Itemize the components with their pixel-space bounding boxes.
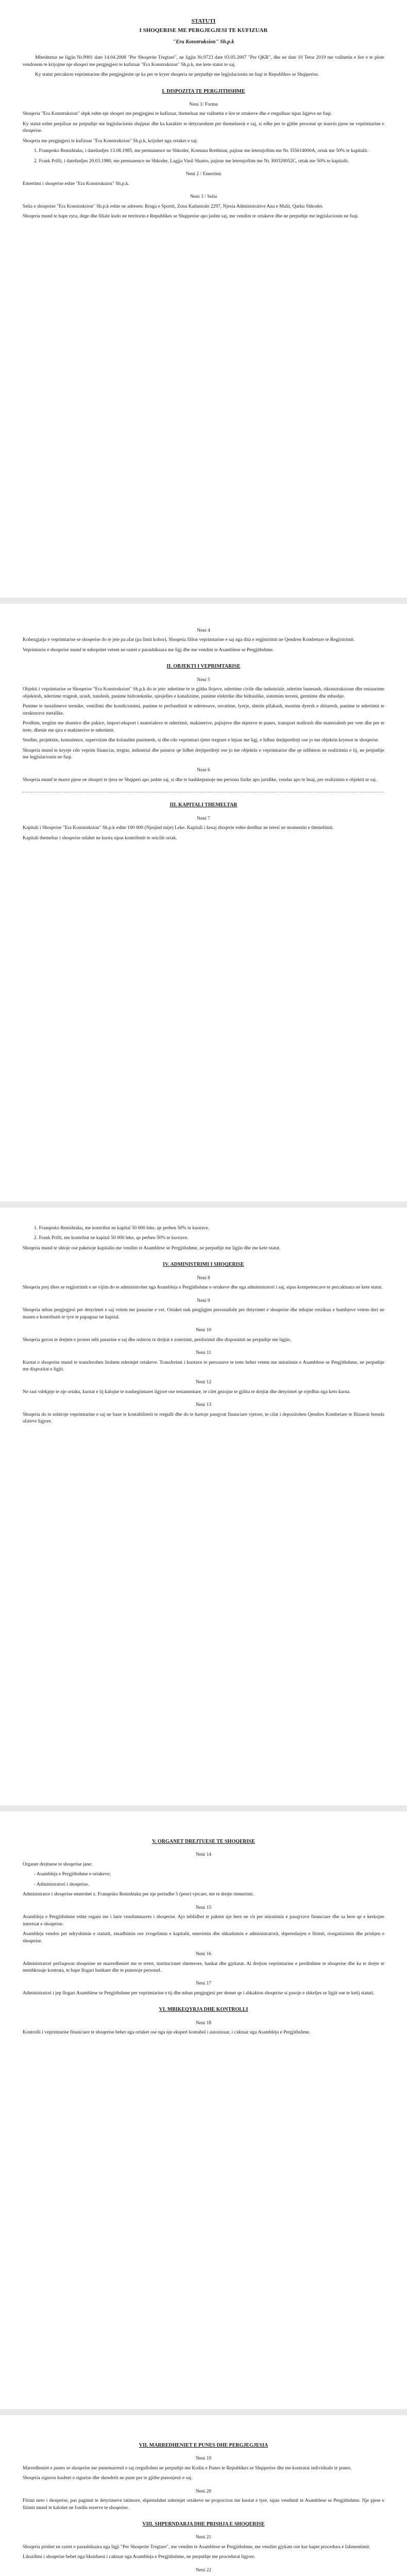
paragraph: Emertimi i shoqerise eshte "Era Konstruksion" Sh.p.k.	[23, 181, 129, 187]
paragraph: Likuidimi i shoqerise behet nga likuiduesi i caktuar nga Asambleja e Pergjithshme, ne perputhje me procedurat ligjore.	[23, 2554, 256, 2560]
article-heading: Neni 13	[195, 1402, 212, 1408]
paragraph: Asambleja vendos per ndryshimin e statutit, zmadhimin ose zvogelimin e kapitalit, emerimin dhe shkarkimin e administratorit, shperndarjen e fitimit, riorganizimin dhe prishjen e shoqerise.	[23, 1931, 384, 1944]
paragraph: Ky statut percakton veprimtarine dhe pergjegjesite qe ka per te kryer shoqeria ne perputhje me legjislacionin ne fuqi te Republikes se Shqiperise.	[35, 72, 319, 78]
article-heading: Neni 2 / Emertimi	[185, 172, 222, 177]
paragraph: Ky statut eshte perpiluar ne perputhje me legjislacionin shqiptar dhe ka karakter te detyrueshem per themeluesit e saj, si edhe per te gjithe personat qe marrin pjese ne veprimtarine e shoqerise.	[23, 121, 384, 134]
paragraph: Shoqeria mund te marre pjese ne shoqeri te tjera ne Shqiperi apo jashte saj, si dhe te bashkepunoje me persona fizike apo juridike, vendas apo te huaj, per realizimin e objektit te saj.	[23, 777, 377, 783]
paragraph: Kohezgjatja e veprimtarise se shoqerise do te jete pa afat (pa limit kohor). Shoqeria fillon veprimtarine e saj nga dita e regjistrimit ne Qendren Kombetare te Regjistrimit.	[23, 637, 355, 643]
article-heading: Neni 17	[195, 1981, 212, 1987]
article-heading: Neni 1/ Forma	[189, 101, 218, 107]
article-heading: Neni 9	[197, 1298, 210, 1303]
article-heading: Neni 7	[197, 816, 210, 821]
paragraph: Shoqeria mund te hape zyra, dege dhe filiale kudo ne territorin e Republikes se Shqiperise apo jashte saj, me vendim te ortakeve dhe ne perputhje me legjislacionin ne fuqi.	[23, 214, 359, 219]
paragraph: Fitimi neto i shoqerise, pas pagimit te detyrimeve tatimore, shperndahet ndermjet ortakeve ne proporcion me kuotat e tyre, sipas vendimit te Asamblese se Pergjithshme. Nje pjese e fitimit mund te kalohet ne fondin rezerve te shoqerise.	[23, 2498, 384, 2511]
document-page-3	[0, 1208, 407, 1805]
paragraph: Shoqeria "Era Konstruksion" shpk eshte nje shoqeri me pergjegjesi te kufizuar, themeluar me vullnetin e lire te ortakeve dhe e rregulluar sipas ligjeve ne fuqi.	[23, 111, 332, 117]
paragraph: Shoqeria me pergjegjesi te kufizuar "Era Konstruksion" Sh.p.k, krijohet nga ortaket e saj:	[23, 138, 198, 144]
chapter-heading: II. OBJEKTI I VEPRIMTARISE	[166, 664, 241, 670]
paragraph: Shoqeria prej dites se regjistrimit e ne vijim do te administrohet nga Asambleja e Pergjithshme e ortakeve dhe nga administratori i saj, sipas kompetencave te percaktuara ne kete statut.	[23, 1285, 383, 1291]
paragraph: Mbeshtetur ne ligjin Nr.9901 date 14.04.2008 "Per Shoqerite Tregtare", ne ligjin Nr.9723 date 03.05.2007 "Per QKR", dhe ne date 10 Tetor 2019 me vullnetin e lire e te plote vendosem te krijojme nje shoqeri me pergjegjesi te kufizuar "Era Konstruksion" Sh.p.k, me kete statut te saj.	[23, 55, 384, 67]
document-page-1	[0, 0, 407, 598]
chapter-heading: I. DISPOZITA TE PERGJITHSHME	[162, 88, 245, 94]
paragraph: Ne rast vdekjeje te nje ortaku, kuotat e tij kalojne te trashegimtaret ligjore ose testamentare, te cilet gezojne te gjitha te drejtat dhe detyrimet qe rrjedhin nga keto kuota.	[23, 1389, 351, 1395]
document-title: STATUTI	[191, 18, 216, 24]
article-heading: Neni 10	[195, 1328, 212, 1333]
paragraph: Shoqeria siguron kushtet e sigurise dhe shendetit ne pune per te gjithe punonjesit e saj.	[23, 2476, 193, 2481]
article-heading: Neni 16	[195, 1952, 212, 1957]
article-heading: Neni 22	[195, 2567, 212, 2573]
article-heading: Neni 4	[197, 628, 210, 633]
document-page-2	[0, 604, 407, 1201]
article-heading: Neni 19	[195, 2456, 212, 2462]
paragraph: Objekti i veprimtarise se Shoqerise "Era Konstruksion" Sh.p.k do te jete: ndertime te te gjitha llojeve, ndertime civile dhe industriale, ndertim banesash, rikonstruksione dhe restaurime objektesh, ndertime rrugesh, urash, tunelesh, punime hidroteknike, ujesjelles e kanalizime, punime elektrike dhe hidraulike, sistemim terreni, germime dhe mbushje.	[23, 687, 384, 699]
founder-contribution: 1. Franqesko Renishtaku, me kontribut ne kapital 50 000 leke, qe perben 50% te kuotave.	[34, 1226, 209, 1231]
article-heading: Neni 11	[196, 1350, 211, 1356]
article-heading: Neni 15	[195, 1905, 212, 1910]
article-heading: Neni 3 / Selia	[190, 194, 217, 200]
paragraph: Studim, projektim, konsulence, supervizim dhe kolaudim punimesh, si dhe cdo veprimtari tjeter tregtare e lejuar me ligj, e lidhur drejtperdrejt ose jo me objektin kryesor te shoqerise.	[23, 738, 379, 743]
article-heading: Neni 18	[195, 2020, 212, 2026]
paragraph: Kontrolli i veprimtarise financiare te shoqerise behet nga ortaket ose nga nje ekspert kontabel i autorizuar, i caktuar nga Asambleja e Pergjithshme.	[23, 2030, 311, 2036]
chapter-heading: IV. ADMINISTRIMI I SHOQERISE	[163, 1262, 244, 1268]
company-name: "Era Konstruksion" Sh.p.k	[173, 39, 234, 45]
paragraph: Selia e shoqerise "Era Konstruksion" Sh.p.k eshte ne adresen: Rruga e Sportit, Zona Kadastrale 2297, Njesia Administrative Ana e Malit, Qarku Shkoder.	[23, 204, 324, 209]
paragraph: Kapitali themeltar i shoqerise ndahet ne kuota sipas kontributit te seicilit ortak.	[23, 835, 177, 841]
chapter-heading: III. KAPITALI THEMELTAR	[169, 802, 238, 808]
article-heading: Neni 5	[197, 677, 210, 683]
article-heading: Neni 8	[197, 1275, 210, 1281]
paragraph: Shoqeria mund te kryeje cdo veprim financiar, tregtar, industrial dhe pasuror qe lidhet drejtperdrejt ose jo me objektin e veprimtarise dhe qe ndihmon ne realizimin e tij, ne perputhje me legjislacionin ne fuqi.	[23, 748, 384, 760]
article-heading: Neni 6	[197, 768, 210, 773]
paragraph: Shoqeria prishet ne rastet e parashikuara nga ligji "Per Shoqerite Tregtare", me vendim te Asamblese se Pergjithshme, me vendim gjykate ose kur hapet procedura e falimentimit.	[23, 2544, 371, 2550]
paragraph: Prodhim, tregtim me shumice dhe pakice, import-eksport i materialeve te ndertimit, makinerive, pajisjeve dhe mjeteve te punes, transport mallrash dhe materialesh per vete dhe per te trete, dhenie me qira e makinerive te ndertimit.	[23, 721, 384, 733]
article-heading: Neni 12	[195, 1380, 212, 1385]
founder-entry: 2. Frank Prifti, i datelindjes 20.03.1980, me permanence ne Shkoder, Lagjja Vasil Shanto, pajisur me leternjoftim me Nr. I00320052C, ortak me 50% te kapitalit.	[34, 158, 349, 164]
founder-contribution: 2. Frank Prifti, me kontribut ne kapital 50 000 leke, qe perben 50% te kuotave.	[34, 1235, 189, 1241]
document-subtitle: I SHOQERISE ME PERGJEGJESI TE KUFIZUAR	[139, 27, 268, 33]
paragraph: Kuotat e shoqerise mund te transferohen lirshem ndermjet ortakeve. Transferimi i kuotave te personave te trete behet vetem me miratimin e Asamblese se Pergjithshme, ne perputhje me dispozitat e ligjit.	[23, 1360, 384, 1372]
paragraph: Shoqeria gezon te drejten e prones mbi pasurine e saj dhe ushtron te drejtat e zoterimit, perdorimit dhe disponimit ne perputhje me ligjin.	[23, 1337, 291, 1343]
list-item: - Administratori i shoqerise.	[34, 1882, 89, 1887]
paragraph: Asambleja e Pergjithshme eshte organi me i larte vendimmarres i shoqerise. Ajo mblidhet te pakten nje here ne vit per miratimin e pasqyrave financiare dhe sa here qe e kerkojne interesat e shoqerise.	[23, 1914, 384, 1927]
article-heading: Neni 14	[195, 1852, 212, 1858]
paragraph: Marredheniet e punes se shoqerise me punemarresit e saj rregullohen ne perputhje me Kodin e Punes te Republikes se Shqiperise dhe me kontratat individuale te punes.	[23, 2465, 352, 2471]
document-page-5	[0, 2415, 407, 2576]
chapter-heading: VI. MBIKEQYRJA DHE KONTROLLI	[159, 2007, 248, 2013]
paragraph: Shoqeria do te ushtroje veprimtarine e saj ne baze te kontabilitetit te rregullt dhe do te hartoje pasqyrat financiare vjetore, te cilat i depozitohen Qendres Kombetare te Biznesit brenda afateve ligjore.	[23, 1412, 384, 1425]
paragraph: Administratori i jep llogari Asamblese se Pergjithshme per veprimtarine e tij dhe mban pergjegjesi per demet qe i shkakton shoqerise si pasoje e shkeljes se ligjit ose te ketij statuti.	[23, 1990, 375, 1996]
article-heading: Neni 20	[195, 2488, 212, 2494]
paragraph: Organet drejtuese te shoqerise jane:	[23, 1861, 93, 1867]
paragraph: Administrator i shoqerise emerohet z. Franqesko Renishtaku per nje periudhe 5 (pese) vjecare, me te drejte riemerimi.	[23, 1892, 254, 1897]
paragraph: Veprimtaria e shoqerise mund te nderpritet vetem ne rastet e parashikuara me ligj dhe me vendim te Asamblese se Pergjithshme.	[23, 647, 274, 653]
paragraph: Administratori perfaqeson shoqerine ne marredheniet me te tretet, institucionet shteterore, bankat dhe gjykatat. Ai drejton veprimtarine e perditshme te shoqerise dhe ka te drejte te nenshkruaje kontrata, te hape llogari bankare dhe te punesoje personel.	[23, 1961, 384, 1973]
founder-entry: 1. Franqesko Renishtaku, i datelindjes 13.08.1985, me permanence ne Shkoder, Komuna Rrethinat, pajisur me leternjoftim me Nr. I55614000A, ortak me 50% te kapitalit.	[34, 148, 368, 154]
document-page-4	[0, 1811, 407, 2409]
chapter-heading: V. ORGANET DREJTUESE TE SHOQERISE	[152, 1839, 255, 1844]
article-heading: Neni 21	[195, 2535, 212, 2540]
paragraph: Punime te instalimeve termike, ventilimi dhe kondicionimi, punime te perfundimit te ndertesave, suvatime, lyerje, shtrim pllakash, montim dyersh e dritaresh, punime te ndertimit te strukturave metalike.	[23, 704, 384, 716]
paragraph: Shoqeria mund te shtoje ose pakesoje kapitalin me vendim te Asamblese se Pergjithshme, ne perputhje me ligjin dhe me kete statut.	[23, 1245, 281, 1251]
paragraph: Shoqeria mban pergjegjesi per detyrimet e saj vetem me pasurine e vet. Ortaket nuk pergjigjen personalisht per detyrimet e shoqerise dhe mbajne rrezikun e humbjeve vetem deri ne masen e kontributit te tyre te papaguar ne kapital.	[23, 1308, 384, 1320]
paragraph: Kapitali i Shoqerise "Era Konstruksion" Sh.p.k eshte 100 000 (Njeqind mije) Leke. Kapitali i kesaj shoqerie eshte derdhur ne teresi ne momentin e themelimit.	[23, 825, 334, 831]
chapter-heading: VIII. SHPERNDARJA DHE PRISHJA E SHOQERISE	[142, 2521, 265, 2528]
list-item: - Asambleja e Pergjithshme e ortakeve;	[34, 1872, 111, 1877]
chapter-heading: VII. MARREDHENIET E PUNES DHE PERGJEGJESIA	[139, 2443, 268, 2448]
